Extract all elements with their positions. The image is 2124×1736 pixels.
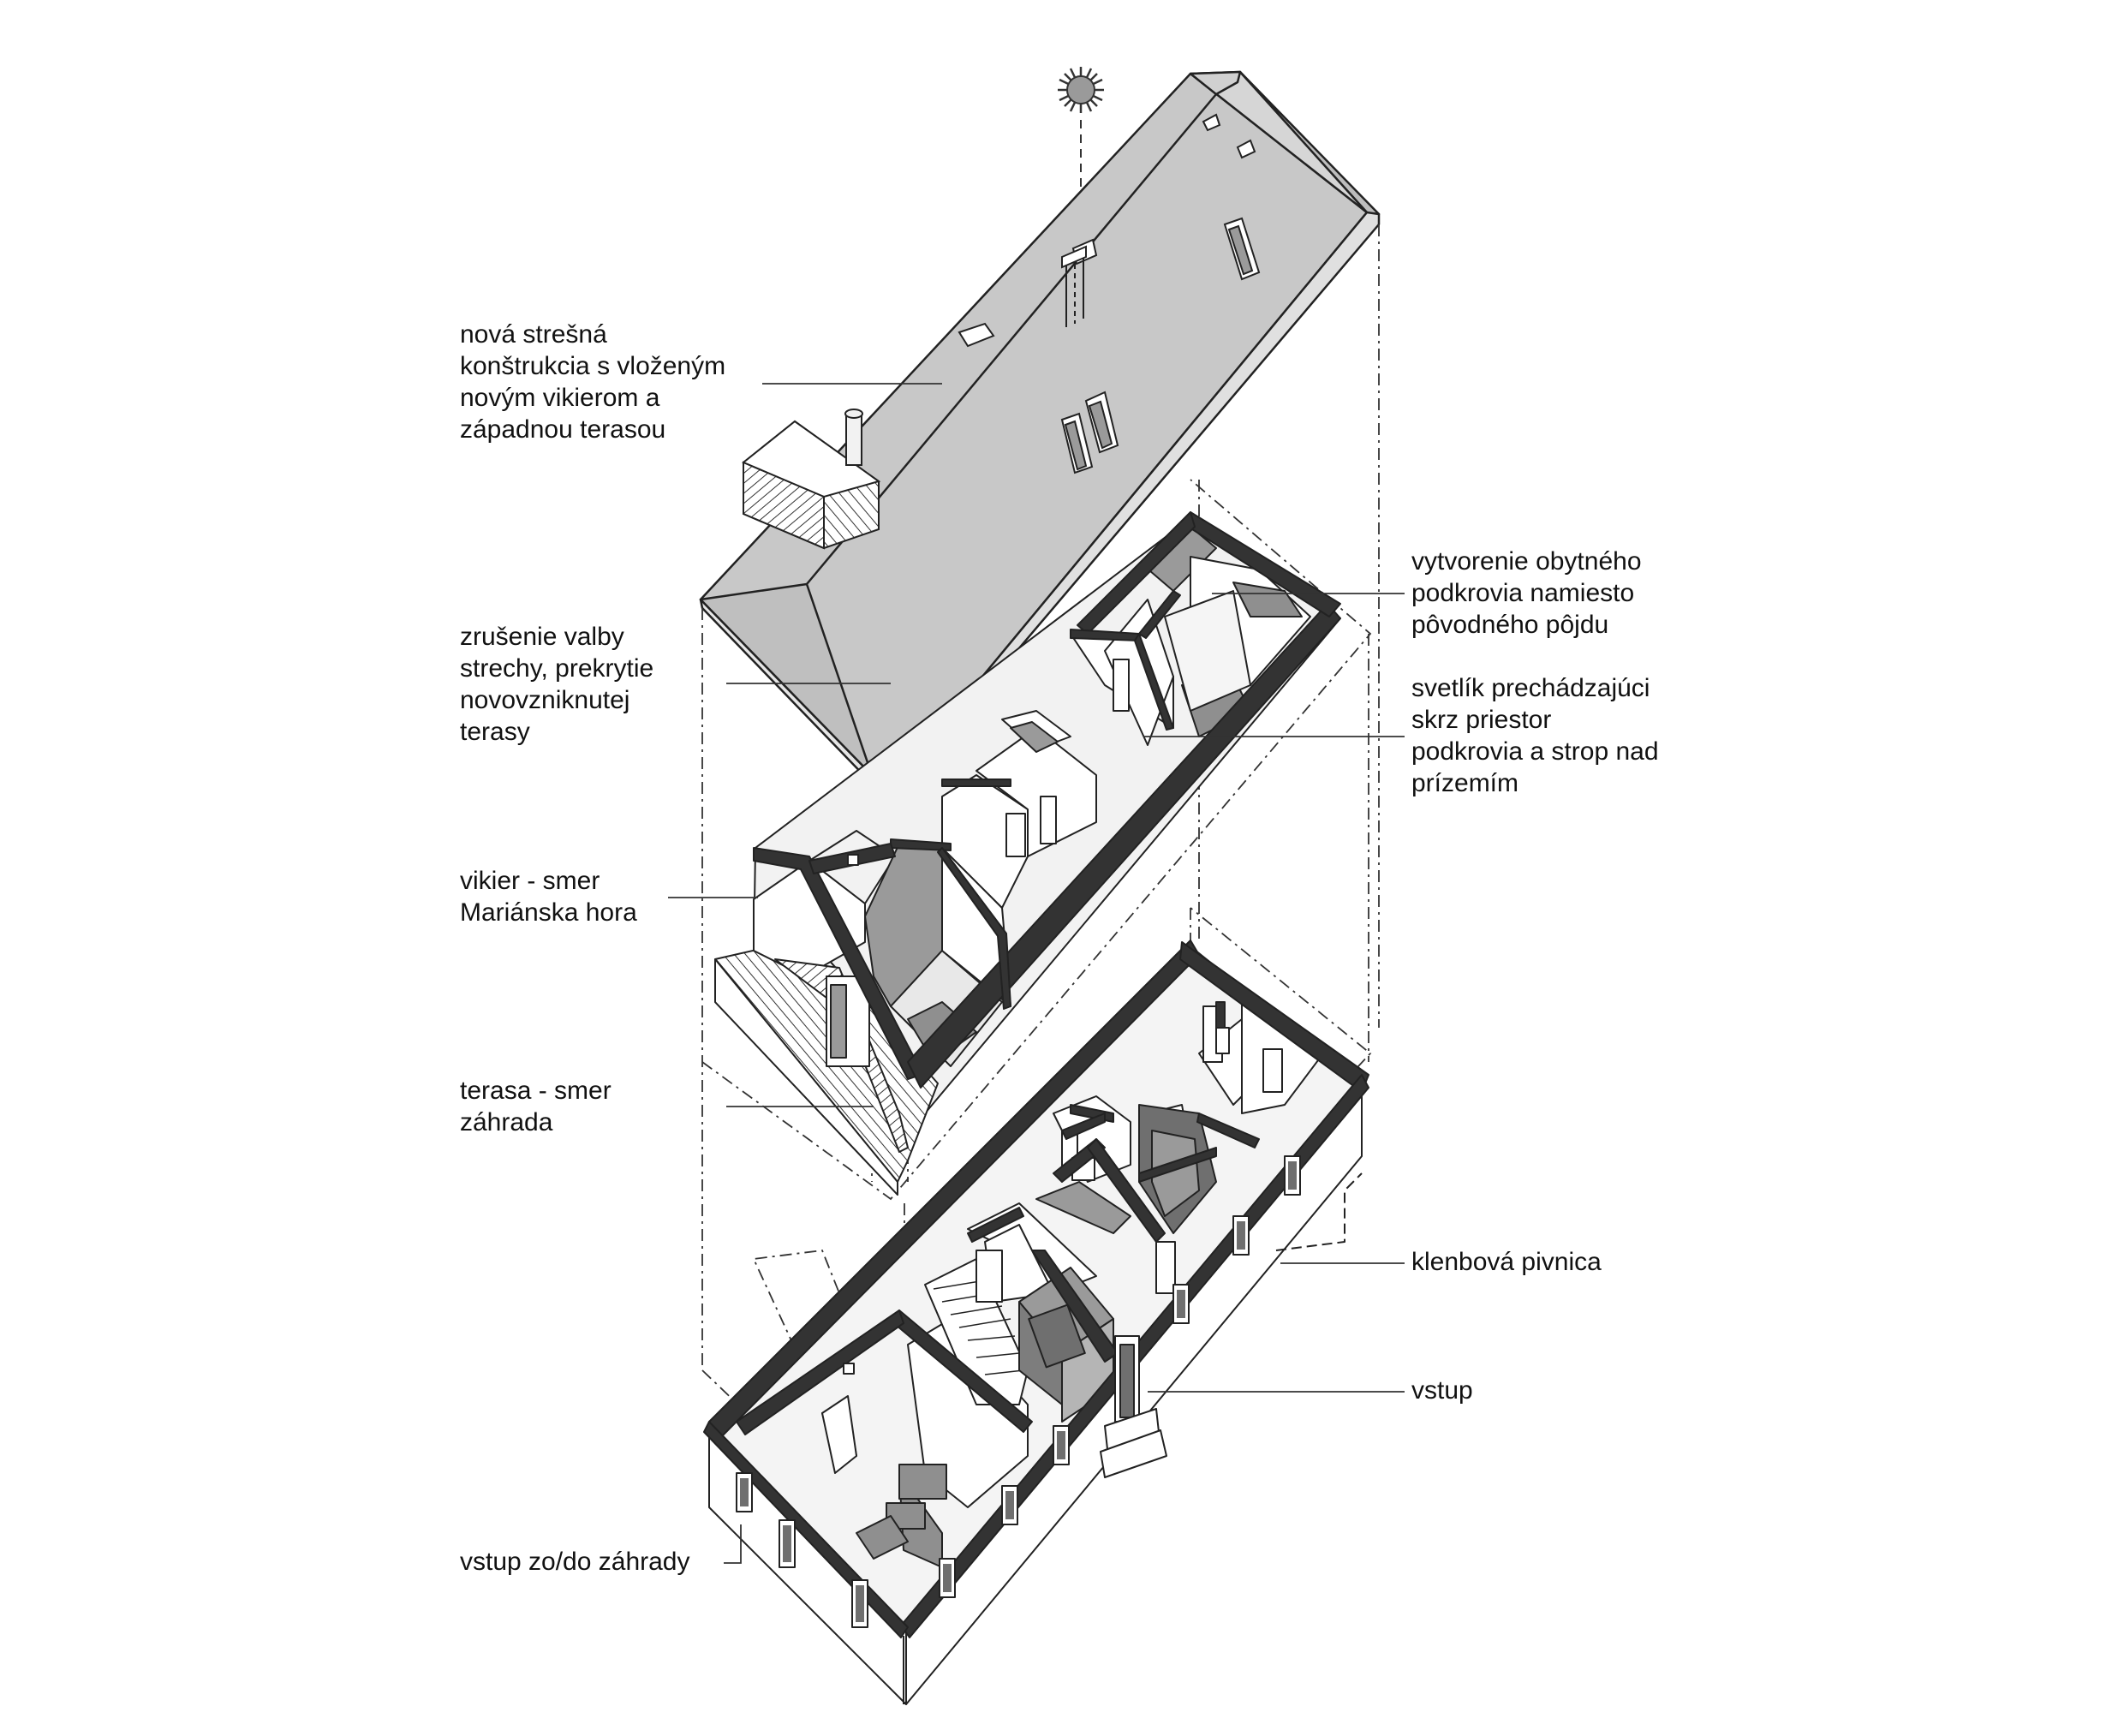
label-line: vikier - smer (460, 867, 600, 895)
label-line: svetlík prechádzajúci (1411, 674, 1650, 702)
label-garden-entry (460, 1546, 690, 1578)
label-line: záhrada (460, 1108, 553, 1136)
roof-chimney (845, 409, 862, 465)
label-attic (1411, 546, 1642, 641)
label-line: zrušenie valby (460, 623, 624, 651)
label-line: západnou terasou (460, 415, 666, 444)
label-cellar (1411, 1246, 1602, 1278)
label-hip-removal (460, 621, 653, 748)
label-line: vstup zo/do záhrady (460, 1548, 690, 1576)
label-line: novovzniknutej (460, 686, 630, 714)
label-line: novým vikierom a (460, 384, 660, 412)
label-line: terasy (460, 718, 530, 746)
label-line: vytvorenie obytného (1411, 547, 1642, 576)
label-terrace (460, 1075, 612, 1138)
label-new-roof (460, 319, 725, 445)
label-line: terasa - smer (460, 1077, 612, 1105)
label-line: Mariánska hora (460, 898, 637, 927)
sun-icon (1058, 67, 1104, 113)
label-entry (1411, 1375, 1473, 1406)
label-line: strechy, prekrytie (460, 654, 654, 683)
label-dormer (460, 865, 637, 928)
label-line: podkrovia a strop nad (1411, 737, 1659, 766)
label-line: konštrukcia s vloženým (460, 352, 726, 380)
label-line: nová strešná (460, 320, 607, 349)
label-line: skrz priestor (1411, 706, 1552, 734)
label-line: prízemím (1411, 769, 1519, 797)
label-line: podkrovia namiesto (1411, 579, 1635, 607)
label-line: vstup (1411, 1376, 1473, 1405)
label-line: pôvodného pôjdu (1411, 611, 1609, 639)
label-skylight (1411, 672, 1659, 799)
label-line: klenbová pivnica (1411, 1248, 1602, 1276)
